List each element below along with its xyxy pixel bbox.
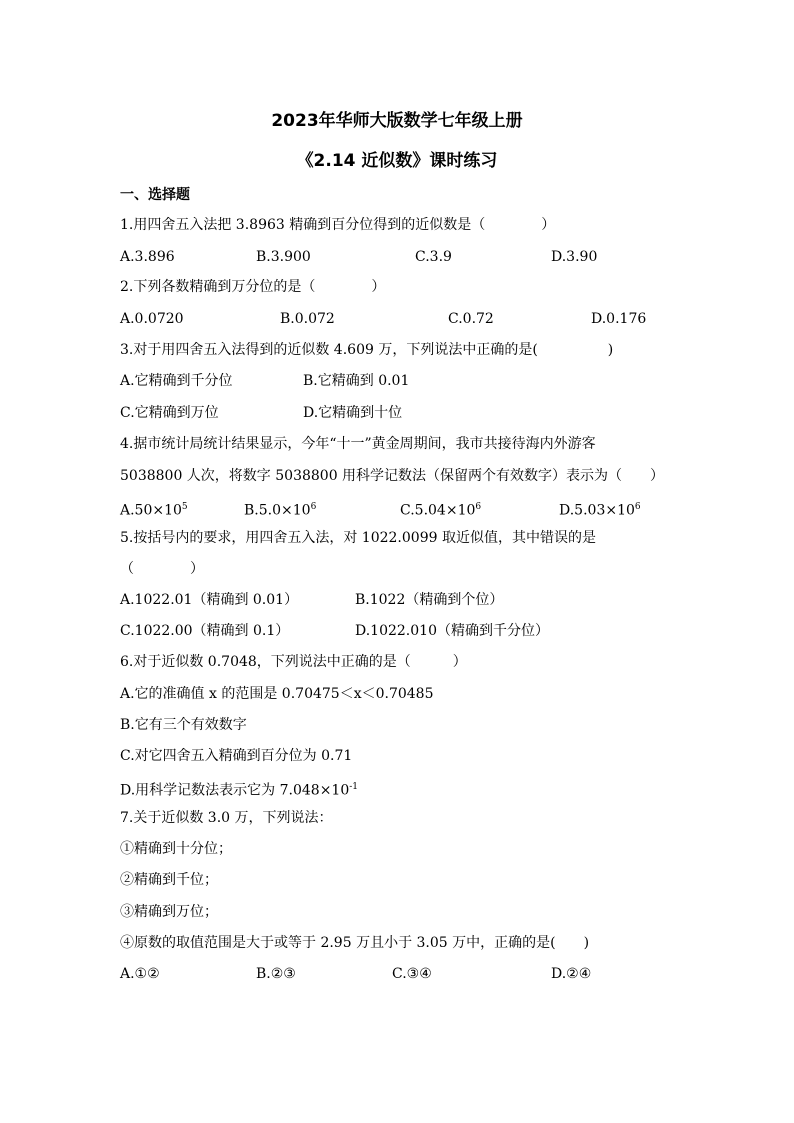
question-2-option-a: A.0.0720 <box>120 311 184 327</box>
question-5-stem-line-1: 5.按括号内的要求，用四舍五入法，对 1022.0099 取近似值，其中错误的是 <box>120 530 596 546</box>
question-4-stem-line-2: 5038800 人次，将数字 5038800 用科学记数法（保留两个有效数字）表示为（ ） <box>120 468 665 484</box>
exponent: 5 <box>181 502 188 512</box>
question-3-option-a: A.它精确到千分位 <box>120 373 233 389</box>
question-6-option-b: B.它有三个有效数字 <box>120 717 247 733</box>
question-1-option-d: D.3.90 <box>551 249 598 265</box>
question-3-option-d: D.它精确到十位 <box>303 405 403 421</box>
question-7-option-b: B.②③ <box>256 966 296 982</box>
question-3-stem: 3.对于用四舍五入法得到的近似数 4.609 万，下列说法中正确的是( ) <box>120 342 614 358</box>
exponent: -1 <box>349 782 359 792</box>
exponent: 6 <box>475 502 482 512</box>
question-1-option-c: C.3.9 <box>415 249 452 265</box>
question-1-option-a: A.3.896 <box>120 249 175 265</box>
question-1-option-b: B.3.900 <box>256 249 311 265</box>
question-5-option-a: A.1022.01（精确到 0.01） <box>120 592 299 608</box>
question-2-option-c: C.0.72 <box>448 311 494 327</box>
question-4-option-d: $D.5.03\times 10^6$ <box>559 502 641 519</box>
question-2-option-b: B.0.072 <box>280 311 335 327</box>
question-5-option-d: D.1022.010（精确到千分位） <box>355 623 549 639</box>
question-6-option-d: D.用科学记数法表示它为 $7.048\times 10^{-1}$ <box>120 782 359 799</box>
question-7-option-a: A.①② <box>120 966 160 982</box>
question-5-stem-line-2: （ ） <box>120 561 204 577</box>
document-subtitle: 《2.14 近似数》课时练习 <box>296 151 498 171</box>
document-title: 2023年华师大版数学七年级上册 <box>271 111 523 131</box>
question-4-option-b: $B.5.0\times 10^6$ <box>244 502 317 519</box>
question-7-statement-4: ④原数的取值范围是大于或等于 2.95 万且小于 3.05 万中，正确的是( ) <box>120 935 590 951</box>
question-7-stem: 7.关于近似数 3.0 万，下列说法： <box>120 810 333 826</box>
section-heading: 一、选择题 <box>120 187 190 203</box>
question-7-option-c: C.③④ <box>392 966 432 982</box>
question-5-option-b: B.1022（精确到个位） <box>355 592 504 608</box>
question-7-statement-2: ②精确到千位； <box>120 872 218 888</box>
exponent: 6 <box>634 502 641 512</box>
question-3-option-b: B.它精确到 0.01 <box>303 373 410 389</box>
question-4-option-c: $C.5.04\times 10^6$ <box>400 502 482 519</box>
question-3-option-c: C.它精确到万位 <box>120 405 219 421</box>
question-2-stem: 2.下列各数精确到万分位的是（ ） <box>120 279 386 295</box>
question-6-option-a: A.它的准确值 x 的范围是 0.70475＜x＜0.70485 <box>120 686 434 702</box>
question-7-statement-3: ③精确到万位； <box>120 904 218 920</box>
question-4-option-a: $A.50\times 10^5$ <box>120 502 188 519</box>
question-7-option-d: D.②④ <box>551 966 592 982</box>
question-1-stem: 1.用四舍五入法把 3.8963 精确到百分位得到的近似数是（ ） <box>120 217 556 233</box>
exponent: 6 <box>310 502 317 512</box>
question-2-option-d: D.0.176 <box>591 311 647 327</box>
question-5-option-c: C.1022.00（精确到 0.1） <box>120 623 290 639</box>
question-4-stem-line-1: 4.据市统计局统计结果显示，今年“十一”黄金周期间，我市共接待海内外游客 <box>120 436 596 452</box>
question-7-statement-1: ①精确到十分位； <box>120 841 232 857</box>
question-6-option-c: C.对它四舍五入精确到百分位为 0.71 <box>120 748 353 764</box>
question-6-stem: 6.对于近似数 0.7048，下列说法中正确的是（ ） <box>120 654 467 670</box>
